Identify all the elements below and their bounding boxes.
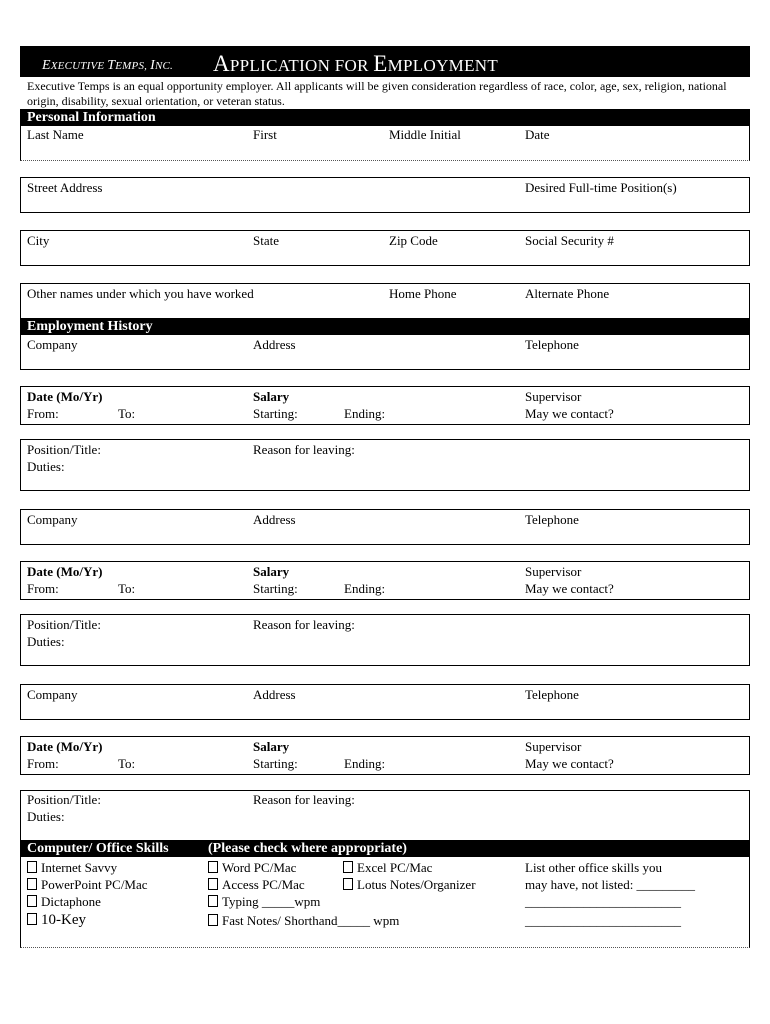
reason-leaving-label: Reason for leaving: — [253, 792, 355, 807]
telephone-label: Telephone — [525, 512, 579, 527]
reason-leaving-label: Reason for leaving: — [253, 617, 355, 632]
ending-label: Ending: — [344, 756, 386, 771]
other-skills-blank-2[interactable]: ________________________ — [525, 913, 681, 928]
skill-label: Internet Savvy — [41, 860, 118, 875]
ssn-label: Social Security # — [525, 233, 614, 248]
personal-information-header — [20, 109, 750, 126]
from-label: From: — [27, 756, 59, 771]
position-title-label: Position/Title: — [27, 442, 101, 457]
checkbox-icon[interactable] — [27, 895, 37, 907]
ending-label: Ending: — [344, 406, 386, 421]
starting-label: Starting: — [253, 581, 298, 596]
from-label: From: — [27, 581, 59, 596]
skill-excel[interactable] — [343, 860, 432, 876]
company-name-text: T — [107, 58, 116, 73]
reason-leaving-label: Reason for leaving: — [253, 442, 355, 457]
zip-code-label: Zip Code — [389, 233, 438, 248]
other-skills-label: List other office skills you — [525, 860, 662, 875]
starting-label: Starting: — [253, 406, 298, 421]
skill-internet-savvy[interactable] — [27, 860, 117, 876]
skill-dictaphone[interactable] — [27, 894, 101, 910]
skills-header — [20, 840, 750, 857]
street-address-label: Street Address — [27, 180, 103, 195]
telephone-label: Telephone — [525, 337, 579, 352]
duties-label: Duties: — [27, 459, 65, 474]
salary-label: Salary — [253, 564, 290, 579]
date-moyr-label: Date (Mo/Yr) — [27, 564, 103, 579]
from-label: From: — [27, 406, 59, 421]
city-label: City — [27, 233, 50, 248]
supervisor-label: Supervisor — [525, 389, 582, 404]
checkbox-icon[interactable] — [343, 878, 353, 890]
position-title-label: Position/Title: — [27, 617, 101, 632]
company-label: Company — [27, 512, 78, 527]
skill-10-key[interactable] — [27, 912, 86, 928]
skill-label: Dictaphone — [41, 894, 101, 909]
date-label: Date — [525, 127, 550, 142]
skill-lotus-notes[interactable] — [343, 877, 476, 893]
address-label: Address — [253, 337, 296, 352]
supervisor-label: Supervisor — [525, 564, 582, 579]
company-name-text: NC. — [154, 60, 173, 72]
personal-row-1[interactable] — [20, 126, 750, 161]
to-label: To: — [118, 756, 136, 771]
to-label: To: — [118, 581, 136, 596]
form-title-text: E — [373, 51, 388, 76]
skill-label: Excel PC/Mac — [357, 860, 433, 875]
employment-history-header — [20, 318, 750, 335]
date-moyr-label: Date (Mo/Yr) — [27, 739, 103, 754]
skill-label: Word PC/Mac — [222, 860, 297, 875]
employer-2-company-row[interactable] — [20, 509, 750, 545]
form-title — [213, 51, 498, 77]
telephone-label: Telephone — [525, 687, 579, 702]
employer-1-position-row[interactable] — [20, 439, 750, 491]
checkbox-icon[interactable] — [27, 861, 37, 873]
form-title-text: PPLICATION FOR — [229, 56, 374, 75]
employer-1-company-row[interactable] — [20, 335, 750, 370]
address-label: Address — [253, 687, 296, 702]
company-name-text: I — [150, 58, 155, 73]
supervisor-label: Supervisor — [525, 739, 582, 754]
may-contact-label: May we contact? — [525, 581, 614, 596]
ending-label: Ending: — [344, 581, 386, 596]
skill-label: Access PC/Mac — [222, 877, 305, 892]
skill-powerpoint[interactable] — [27, 877, 148, 893]
may-contact-label: May we contact? — [525, 756, 614, 771]
desired-position-label: Desired Full-time Position(s) — [525, 180, 677, 195]
skill-label: Fast Notes/ Shorthand_____ wpm — [222, 913, 400, 928]
may-contact-label: May we contact? — [525, 406, 614, 421]
starting-label: Starting: — [253, 756, 298, 771]
form-title-text: MPLOYMENT — [387, 56, 499, 75]
skill-fast-notes[interactable] — [208, 913, 399, 929]
skill-label: PowerPoint PC/Mac — [41, 877, 148, 892]
company-name — [42, 58, 173, 74]
employer-3-company-row[interactable] — [20, 684, 750, 720]
section-heading: Personal Information — [27, 110, 156, 125]
employer-3-position-row[interactable] — [20, 790, 750, 840]
personal-row-3[interactable] — [20, 230, 750, 266]
skill-label: 10-Key — [41, 912, 86, 928]
skill-access[interactable] — [208, 877, 305, 893]
company-label: Company — [27, 337, 78, 352]
section-subheading: (Please check where appropriate) — [208, 841, 407, 856]
middle-initial-label: Middle Initial — [389, 127, 461, 142]
other-skills-blank-1[interactable]: ________________________ — [525, 894, 681, 909]
checkbox-icon[interactable] — [208, 914, 218, 926]
eeo-statement: Executive Temps is an equal opportunity employer. All applicants will be given consideration regardless of race, color, age, sex, religion, national origin, disability, sexual orientation, or veteran status. — [27, 79, 727, 108]
home-phone-label: Home Phone — [389, 286, 457, 301]
duties-label: Duties: — [27, 809, 65, 824]
section-heading: Computer/ Office Skills — [27, 841, 169, 856]
skill-label: Typing _____wpm — [222, 894, 321, 909]
checkbox-icon[interactable] — [27, 913, 37, 925]
state-label: State — [253, 233, 279, 248]
employer-2-position-row[interactable] — [20, 614, 750, 666]
other-names-label: Other names under which you have worked — [27, 286, 254, 301]
salary-label: Salary — [253, 739, 290, 754]
last-name-label: Last Name — [27, 127, 84, 142]
alternate-phone-label: Alternate Phone — [525, 286, 610, 301]
date-moyr-label: Date (Mo/Yr) — [27, 389, 103, 404]
section-heading: Employment History — [27, 319, 153, 334]
position-title-label: Position/Title: — [27, 792, 101, 807]
duties-label: Duties: — [27, 634, 65, 649]
company-name-text: EMPS, — [115, 60, 151, 72]
checkbox-icon[interactable] — [208, 861, 218, 873]
form-title-text: A — [213, 51, 230, 76]
company-label: Company — [27, 687, 78, 702]
skill-typing[interactable] — [208, 894, 320, 910]
salary-label: Salary — [253, 389, 290, 404]
other-skills-label-2: may have, not listed: _________ — [525, 877, 696, 892]
address-label: Address — [253, 512, 296, 527]
checkbox-icon[interactable] — [208, 878, 218, 890]
company-name-text: XECUTIVE — [50, 60, 108, 72]
first-name-label: First — [253, 127, 277, 142]
checkbox-icon[interactable] — [27, 878, 37, 890]
skill-word[interactable] — [208, 860, 296, 876]
skill-label: Lotus Notes/Organizer — [357, 877, 476, 892]
to-label: To: — [118, 406, 136, 421]
checkbox-icon[interactable] — [208, 895, 218, 907]
checkbox-icon[interactable] — [343, 861, 353, 873]
company-name-text: E — [42, 58, 51, 73]
